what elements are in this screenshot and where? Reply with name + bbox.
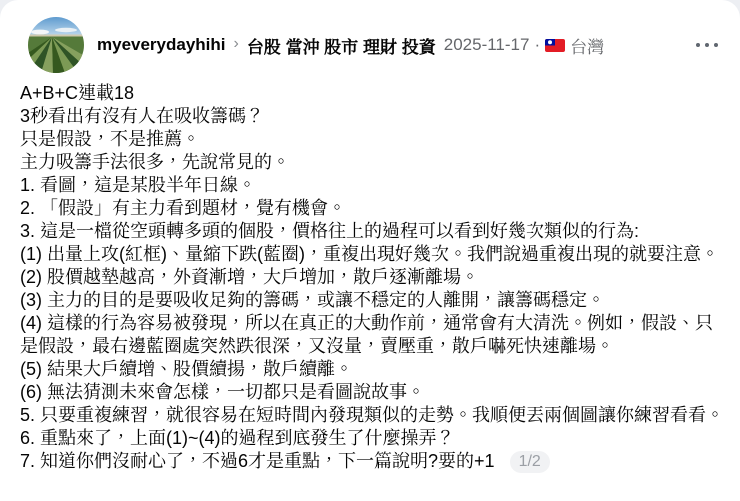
header-line xyxy=(97,33,604,58)
post-date[interactable]: 2025-11-17 xyxy=(443,35,530,54)
post-body xyxy=(0,73,740,473)
post-line: (2) 股價越墊越高，外資漸增，大戶增加，散戶逐漸離場。 xyxy=(20,267,479,287)
post-line-last xyxy=(20,450,728,473)
chevron-right-icon: › xyxy=(233,35,239,52)
post-line-text: 7. 知道你們沒耐心了，不過6才是重點，下一篇說明?要的+1 xyxy=(20,451,495,471)
post-line: 只是假設，不是推薦。 xyxy=(20,129,200,149)
post-line: (6) 無法猜測未來會怎樣，一切都只是看圖說故事。 xyxy=(20,382,425,402)
post-line: (5) 結果大戶續增、股價續揚，散戶續離。 xyxy=(20,359,353,379)
post-line: A+B+C連載18 xyxy=(20,83,135,103)
meta-dot: · xyxy=(534,35,541,54)
page-indicator-badge: 1/2 xyxy=(510,451,550,473)
post-line: 2. 「假設」有主力看到題材，覺有機會。 xyxy=(20,198,347,218)
taiwan-flag-icon xyxy=(545,37,565,57)
post-header xyxy=(0,0,740,73)
more-options-button[interactable] xyxy=(694,35,720,55)
post-line: 6. 重點來了，上面(1)~(4)的過程到底發生了什麼操弄？ xyxy=(20,428,455,448)
post-line: 1. 看圖，這是某股半年日線。 xyxy=(20,175,257,195)
dot-icon xyxy=(696,43,700,47)
avatar[interactable] xyxy=(28,17,84,73)
post-line: (4) 這樣的行為容易被發現，所以在真正的大動作前，通常會有大清洗。例如，假設、只是假設，最右邊藍圈處突然跌很深，又沒量，賣壓重，散戶嚇死快速離場。 xyxy=(20,313,713,356)
location-label: 台灣 xyxy=(570,37,605,57)
post-line: (3) 主力的目的是要吸收足夠的籌碼，或讓不穩定的人離開，讓籌碼穩定。 xyxy=(20,290,605,310)
post-line: 5. 只要重複練習，就很容易在短時間內發現類似的走勢。我順便丟兩個圖讓你練習看看。 xyxy=(20,405,725,425)
group-link[interactable]: 台股 當沖 股市 理財 投資 xyxy=(246,37,436,57)
dot-icon xyxy=(714,43,718,47)
post-line: (1) 出量上攻(紅框)、量縮下跌(藍圈)，重複出現好幾次。我們說過重複出現的就要注意。 xyxy=(20,244,719,264)
dot-icon xyxy=(705,43,709,47)
post-line: 3秒看出有沒有人在吸收籌碼？ xyxy=(20,106,265,126)
username-link[interactable]: myeverydayhihi xyxy=(97,35,226,54)
avatar-image xyxy=(28,17,84,73)
post-line: 主力吸籌手法很多，先說常見的。 xyxy=(20,152,290,172)
post-line: 3. 這是一檔從空頭轉多頭的個股，價格往上的過程可以看到好幾次類似的行為: xyxy=(20,221,640,241)
